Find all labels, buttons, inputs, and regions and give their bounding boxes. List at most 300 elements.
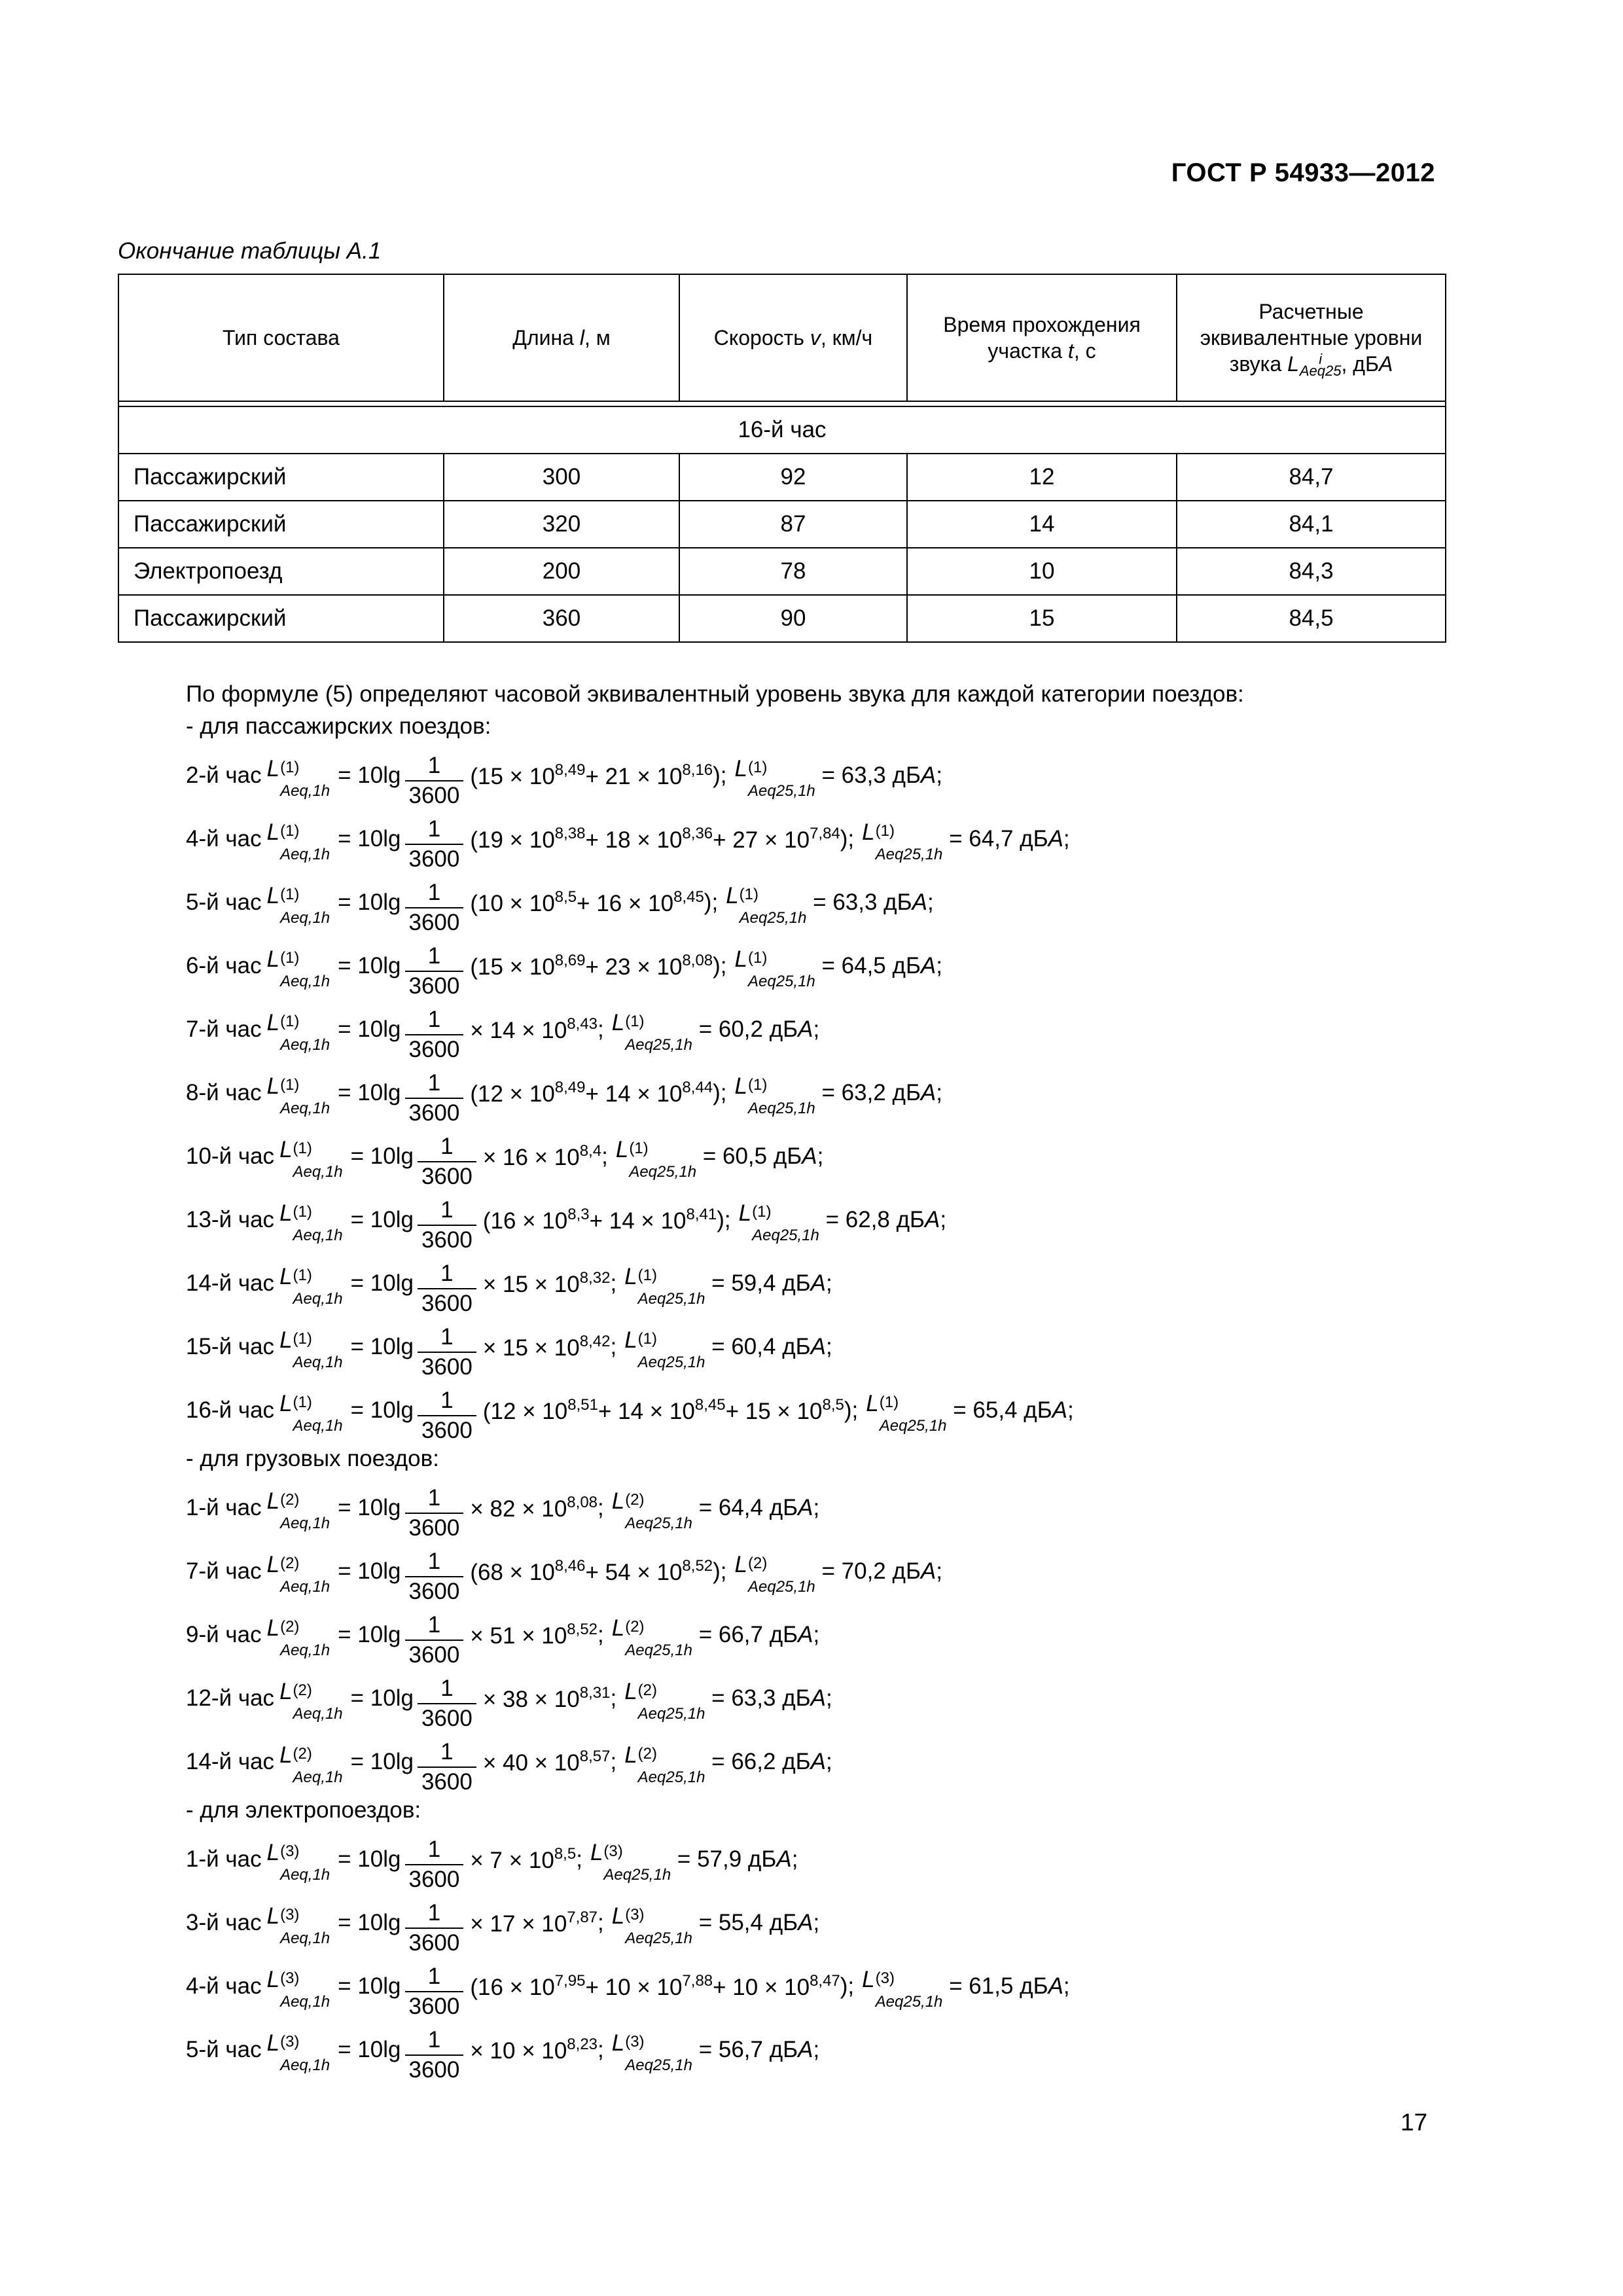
end-semicolon: ; xyxy=(927,889,934,915)
cell-time: 12 xyxy=(907,454,1177,501)
result-unit: дБ xyxy=(892,953,921,978)
result-unit: дБ xyxy=(892,1080,921,1105)
result-unit: дБ xyxy=(782,1334,811,1359)
equation-separator: ; xyxy=(610,1334,617,1359)
equation-hour: 5-й час xyxy=(186,889,262,915)
unit-space xyxy=(776,1750,782,1773)
equation-row xyxy=(186,997,1462,1061)
result-unit-var: А xyxy=(920,953,936,978)
equation-row xyxy=(186,1476,1462,1539)
result-unit: дБ xyxy=(782,1685,811,1711)
table-row xyxy=(118,454,1446,501)
level-symbol: L (2) Aeq,1h xyxy=(266,1615,330,1659)
result-symbol: L (3) Aeq25,1h xyxy=(590,1840,671,1884)
fraction: $\frac{1}{3600}$ xyxy=(418,1132,476,1191)
col-header-level: Расчетные эквивалентные уровни звука L i Aeq25 , дБА xyxy=(1177,274,1446,401)
result-value: 57,9 xyxy=(697,1846,742,1872)
term-1: × $16 \times 10^{8,4}$ xyxy=(482,1142,602,1170)
unit-space xyxy=(763,1018,770,1041)
equals-lg: = 10lg xyxy=(338,1016,401,1042)
term-1: ($12 \times 10^{8,49}$ xyxy=(470,1079,586,1107)
end-semicolon: ; xyxy=(813,1622,820,1647)
result-symbol: L (2) Aeq25,1h xyxy=(624,1679,705,1723)
result-equals: = xyxy=(815,953,842,978)
result-unit: дБ xyxy=(782,1270,811,1296)
result-unit: дБ xyxy=(769,1910,798,1935)
level-symbol: L (1) Aeq,1h xyxy=(279,1137,343,1181)
term-1: ($68 \times 10^{8,46}$ xyxy=(470,1557,586,1585)
result-symbol: L (1) Aeq25,1h xyxy=(611,1010,692,1054)
data-table xyxy=(118,274,1446,643)
formula-section xyxy=(186,679,1462,2081)
end-semicolon: ; xyxy=(825,1749,832,1774)
equation-row xyxy=(186,1539,1462,1603)
equation-row xyxy=(186,1315,1462,1378)
end-semicolon: ; xyxy=(1063,826,1070,852)
level-symbol: L (1) Aeq,1h xyxy=(266,756,330,800)
col-header-time: Время прохождения участка t, с xyxy=(907,274,1177,401)
result-symbol: L (1) Aeq25,1h xyxy=(624,1264,705,1308)
result-equals: = xyxy=(692,1495,719,1520)
equals-lg: = 10lg xyxy=(350,1334,414,1359)
term-1: × $82 \times 10^{8,08}$ xyxy=(470,1494,598,1522)
result-unit: дБ xyxy=(747,1846,777,1872)
equals-lg: = 10lg xyxy=(350,1749,414,1774)
result-unit-var: А xyxy=(776,1846,792,1872)
table-caption: Окончание таблицы А.1 xyxy=(118,238,382,264)
cell-level: 84,1 xyxy=(1177,501,1446,548)
equation-hour: 2-й час xyxy=(186,762,262,788)
equation-row xyxy=(186,1378,1462,1442)
result-symbol: L (2) Aeq25,1h xyxy=(734,1552,815,1596)
cell-length: 300 xyxy=(444,454,679,501)
result-value: 64,5 xyxy=(841,953,886,978)
result-symbol: L (3) Aeq25,1h xyxy=(611,2030,692,2074)
result-symbol: L (1) Aeq25,1h xyxy=(862,819,943,863)
result-value: 60,5 xyxy=(722,1143,768,1169)
fraction: $\frac{1}{3600}$ xyxy=(405,1547,464,1606)
unit-space xyxy=(1018,1399,1024,1422)
unit-space xyxy=(776,1272,782,1295)
end-semicolon: ; xyxy=(791,1846,798,1872)
result-value: 64,7 xyxy=(969,826,1014,852)
equation-hour: 13-й час xyxy=(186,1207,275,1232)
unit-space xyxy=(763,1911,770,1934)
end-semicolon: ; xyxy=(813,1910,820,1935)
fraction: $\frac{1}{3600}$ xyxy=(418,1259,476,1318)
fraction: $\frac{1}{3600}$ xyxy=(418,1323,476,1382)
equation-row xyxy=(186,744,1462,807)
result-symbol: L (1) Aeq25,1h xyxy=(738,1200,819,1244)
result-value: 66,7 xyxy=(718,1622,763,1647)
fraction: $\frac{1}{3600}$ xyxy=(405,1899,464,1958)
result-unit-var: А xyxy=(1048,1973,1063,1999)
equation-separator: ); xyxy=(704,889,719,915)
end-semicolon: ; xyxy=(936,762,943,788)
fraction: $\frac{1}{3600}$ xyxy=(418,1386,476,1445)
level-symbol: L (1) Aeq,1h xyxy=(266,1010,330,1054)
end-semicolon: ; xyxy=(813,1016,820,1042)
unit-space xyxy=(1013,1975,1020,1998)
result-value: 63,2 xyxy=(841,1080,886,1105)
fraction: $\frac{1}{3600}$ xyxy=(405,2026,464,2085)
result-symbol: L (1) Aeq25,1h xyxy=(734,946,815,990)
cell-type: Пассажирский xyxy=(118,595,444,642)
result-equals: = xyxy=(692,1622,719,1647)
equals-lg: = 10lg xyxy=(338,1495,401,1520)
end-semicolon: ; xyxy=(825,1685,832,1711)
cell-speed: 78 xyxy=(679,548,907,595)
term-2: + $14 \times 10^{8,44}$ xyxy=(585,1079,713,1107)
end-semicolon: ; xyxy=(825,1334,832,1359)
term-1: × $10 \times 10^{8,23}$ xyxy=(470,2036,598,2064)
equation-hour: 16-й час xyxy=(186,1397,275,1423)
term-1: ($15 \times 10^{8,49}$ xyxy=(470,761,586,789)
equation-separator: ; xyxy=(601,1143,608,1169)
term-1: ($16 \times 10^{8,3}$ xyxy=(482,1206,590,1234)
equals-lg: = 10lg xyxy=(350,1397,414,1423)
result-value: 55,4 xyxy=(718,1910,763,1935)
equals-lg: = 10lg xyxy=(338,1846,401,1872)
equation-hour: 9-й час xyxy=(186,1622,262,1647)
result-equals: = xyxy=(815,1558,842,1584)
result-unit-var: А xyxy=(798,1495,813,1520)
term-1: × $38 \times 10^{8,31}$ xyxy=(482,1684,611,1712)
term-2: + $16 \times 10^{8,45}$ xyxy=(577,888,704,916)
unit-space xyxy=(1013,827,1020,850)
equation-separator: ); xyxy=(713,953,727,978)
equals-lg: = 10lg xyxy=(350,1143,414,1169)
equation-row xyxy=(186,1827,1462,1891)
level-symbol: L (1) Aeq,1h xyxy=(279,1391,343,1435)
fraction: $\frac{1}{3600}$ xyxy=(405,1611,464,1670)
level-symbol: L (1) Aeq,1h xyxy=(279,1327,343,1371)
equals-lg: = 10lg xyxy=(338,953,401,978)
result-unit: дБ xyxy=(773,1143,802,1169)
result-equals: = xyxy=(671,1846,698,1872)
result-symbol: L (1) Aeq25,1h xyxy=(866,1391,947,1435)
result-unit: дБ xyxy=(769,2037,798,2062)
result-unit-var: А xyxy=(912,889,927,915)
unit-space xyxy=(767,1145,774,1168)
result-equals: = xyxy=(705,1334,732,1359)
level-symbol: L (3) Aeq,1h xyxy=(266,2030,330,2074)
cell-level: 84,7 xyxy=(1177,454,1446,501)
result-equals: = xyxy=(705,1685,732,1711)
result-value: 70,2 xyxy=(841,1558,886,1584)
equation-hour: 4-й час xyxy=(186,1973,262,1999)
fraction: $\frac{1}{3600}$ xyxy=(405,1835,464,1894)
term-2: + $14 \times 10^{8,41}$ xyxy=(589,1206,717,1234)
result-symbol: L (1) Aeq25,1h xyxy=(734,1073,815,1117)
unit-space xyxy=(776,1687,782,1710)
result-unit-var: А xyxy=(1048,826,1063,852)
result-unit: дБ xyxy=(1020,1973,1048,1999)
end-semicolon: ; xyxy=(813,1495,820,1520)
result-equals: = xyxy=(692,1016,719,1042)
fraction: $\frac{1}{3600}$ xyxy=(418,1674,476,1733)
result-unit: дБ xyxy=(892,1558,921,1584)
unit-space xyxy=(763,1623,770,1646)
result-equals: = xyxy=(696,1143,722,1169)
end-semicolon: ; xyxy=(936,953,943,978)
equation-row xyxy=(186,1603,1462,1666)
category-freight: - для грузовых поездов: xyxy=(186,1446,439,1471)
result-unit: дБ xyxy=(769,1016,798,1042)
equation-row xyxy=(186,807,1462,870)
result-value: 62,8 xyxy=(845,1207,890,1232)
term-1: ($10 \times 10^{8,5}$ xyxy=(470,888,577,916)
end-semicolon: ; xyxy=(813,2037,820,2062)
unit-space xyxy=(877,891,883,914)
result-equals: = xyxy=(942,826,969,852)
level-symbol: L (2) Aeq,1h xyxy=(279,1679,343,1723)
unit-space xyxy=(763,2038,770,2061)
fraction: $\frac{1}{3600}$ xyxy=(405,1069,464,1128)
equation-row xyxy=(186,1124,1462,1188)
equation-hour: 14-й час xyxy=(186,1749,275,1774)
cell-length: 360 xyxy=(444,595,679,642)
fraction: $\frac{1}{3600}$ xyxy=(418,1738,476,1797)
unit-space xyxy=(890,1208,897,1231)
fraction: $\frac{1}{3600}$ xyxy=(405,1484,464,1543)
result-value: 63,3 xyxy=(841,762,886,788)
level-symbol: L (2) Aeq,1h xyxy=(266,1552,330,1596)
result-value: 64,4 xyxy=(718,1495,763,1520)
cell-level: 84,3 xyxy=(1177,548,1446,595)
equation-row xyxy=(186,2018,1462,2081)
end-semicolon: ; xyxy=(936,1558,943,1584)
equation-hour: 3-й час xyxy=(186,1910,262,1935)
document-id: ГОСТ Р 54933—2012 xyxy=(1171,158,1435,187)
level-symbol: L (3) Aeq,1h xyxy=(266,1840,330,1884)
end-semicolon: ; xyxy=(1067,1397,1074,1423)
equation-hour: 4-й час xyxy=(186,826,262,852)
equation-separator: ; xyxy=(576,1846,582,1872)
term-1: ($12 \times 10^{8,51}$ xyxy=(482,1396,598,1424)
result-unit: дБ xyxy=(896,1207,925,1232)
result-unit: дБ xyxy=(883,889,912,915)
result-symbol: L (2) Aeq25,1h xyxy=(611,1488,692,1532)
equals-lg: = 10lg xyxy=(338,1910,401,1935)
result-equals: = xyxy=(705,1749,732,1774)
term-1: × $15 \times 10^{8,42}$ xyxy=(482,1333,611,1361)
equation-row xyxy=(186,1061,1462,1124)
result-unit-var: А xyxy=(802,1143,817,1169)
term-1: ($16 \times 10^{7,95}$ xyxy=(470,1972,586,2000)
equation-separator: ); xyxy=(713,762,727,788)
equation-separator: ; xyxy=(597,1495,604,1520)
unit-space xyxy=(763,1496,770,1519)
equation-row xyxy=(186,1891,1462,1954)
term-2: + $18 \times 10^{8,36}$ xyxy=(585,825,713,853)
level-symbol: L (1) Aeq,1h xyxy=(279,1264,343,1308)
result-symbol: L (2) Aeq25,1h xyxy=(611,1615,692,1659)
fraction: $\frac{1}{3600}$ xyxy=(405,942,464,1001)
equation-hour: 7-й час xyxy=(186,1558,262,1584)
result-unit-var: А xyxy=(925,1207,940,1232)
result-unit-var: А xyxy=(920,1558,936,1584)
equation-hour: 7-й час xyxy=(186,1016,262,1042)
table-row xyxy=(118,501,1446,548)
equation-separator: ; xyxy=(610,1749,617,1774)
result-unit-var: А xyxy=(810,1270,826,1296)
category-electric: - для электропоездов: xyxy=(186,1797,421,1823)
equation-hour: 1-й час xyxy=(186,1495,262,1520)
equation-row xyxy=(186,1730,1462,1793)
equation-hour: 14-й час xyxy=(186,1270,275,1296)
result-symbol: L (2) Aeq25,1h xyxy=(624,1742,705,1786)
result-value: 59,4 xyxy=(731,1270,776,1296)
col-header-length: Длина l, м xyxy=(444,274,679,401)
result-unit-var: А xyxy=(798,1016,813,1042)
term-1: × $51 \times 10^{8,52}$ xyxy=(470,1621,598,1649)
equation-separator: ); xyxy=(840,1973,855,1999)
table-hour-row xyxy=(118,406,1446,454)
equals-lg: = 10lg xyxy=(338,1558,401,1584)
unit-space xyxy=(741,1848,748,1871)
result-value: 63,3 xyxy=(832,889,878,915)
fraction: $\frac{1}{3600}$ xyxy=(405,1005,464,1064)
end-semicolon: ; xyxy=(825,1270,832,1296)
term-2: + $14 \times 10^{8,45}$ xyxy=(597,1396,726,1424)
cell-length: 320 xyxy=(444,501,679,548)
col-header-type: Тип состава xyxy=(118,274,444,401)
col-header-speed: Скорость v, км/ч xyxy=(679,274,907,401)
unit-space xyxy=(886,764,893,787)
result-value: 66,2 xyxy=(731,1749,776,1774)
result-unit: дБ xyxy=(769,1622,798,1647)
unit-space xyxy=(776,1335,782,1358)
equation-hour: 12-й час xyxy=(186,1685,275,1711)
term-2: + $21 \times 10^{8,16}$ xyxy=(585,761,713,789)
equation-separator: ; xyxy=(610,1270,617,1296)
result-unit: дБ xyxy=(1024,1397,1052,1423)
fraction: $\frac{1}{3600}$ xyxy=(405,878,464,937)
equation-hour: 1-й час xyxy=(186,1846,262,1872)
unit-space xyxy=(886,954,893,977)
table-spacer xyxy=(118,401,1446,406)
result-equals: = xyxy=(815,1080,842,1105)
equals-lg: = 10lg xyxy=(338,1080,401,1105)
result-value: 63,3 xyxy=(731,1685,776,1711)
cell-speed: 92 xyxy=(679,454,907,501)
result-symbol: L (3) Aeq25,1h xyxy=(611,1903,692,1947)
cell-type: Электропоезд xyxy=(118,548,444,595)
level-symbol: L (1) Aeq,1h xyxy=(279,1200,343,1244)
cell-time: 14 xyxy=(907,501,1177,548)
intro-text: По формуле (5) определяют часовой эквивалентный уровень звука для каждой категории поездов: xyxy=(186,681,1244,707)
result-unit-var: А xyxy=(798,2037,813,2062)
equation-hour: 5-й час xyxy=(186,2037,262,2062)
fraction: $\frac{1}{3600}$ xyxy=(418,1196,476,1255)
term-1: × $14 \times 10^{8,43}$ xyxy=(470,1015,598,1043)
result-unit: дБ xyxy=(1020,826,1048,852)
equation-row xyxy=(186,870,1462,934)
equation-row xyxy=(186,1666,1462,1730)
equation-separator: ; xyxy=(597,2037,604,2062)
equation-separator: ; xyxy=(597,1016,604,1042)
result-equals: = xyxy=(705,1270,732,1296)
fraction: $\frac{1}{3600}$ xyxy=(405,751,464,810)
level-symbol: L (3) Aeq,1h xyxy=(266,1967,330,2011)
equation-separator: ; xyxy=(597,1622,604,1647)
level-symbol: L (1) Aeq,1h xyxy=(266,883,330,927)
equals-lg: = 10lg xyxy=(350,1207,414,1232)
equation-row xyxy=(186,934,1462,997)
level-symbol: L (1) Aeq,1h xyxy=(266,1073,330,1117)
result-unit: дБ xyxy=(782,1749,811,1774)
unit-space xyxy=(886,1560,893,1583)
result-symbol: L (3) Aeq25,1h xyxy=(862,1967,943,2011)
equals-lg: = 10lg xyxy=(338,1622,401,1647)
equation-separator: ); xyxy=(844,1397,859,1423)
result-value: 61,5 xyxy=(969,1973,1014,1999)
result-equals: = xyxy=(819,1207,846,1232)
cell-type: Пассажирский xyxy=(118,454,444,501)
category-passenger: - для пассажирских поездов: xyxy=(186,713,491,739)
equals-lg: = 10lg xyxy=(338,2037,401,2062)
end-semicolon: ; xyxy=(940,1207,947,1232)
hour-label: 16-й час xyxy=(118,406,1446,454)
equals-lg: = 10lg xyxy=(350,1270,414,1296)
fraction: $\frac{1}{3600}$ xyxy=(405,1962,464,2021)
result-equals: = xyxy=(692,2037,719,2062)
equation-hour: 15-й час xyxy=(186,1334,275,1359)
equation-row xyxy=(186,1251,1462,1315)
term-1: × $40 \times 10^{8,57}$ xyxy=(482,1748,611,1776)
term-1: × $15 \times 10^{8,32}$ xyxy=(482,1269,611,1297)
result-unit-var: А xyxy=(798,1622,813,1647)
cell-type: Пассажирский xyxy=(118,501,444,548)
result-equals: = xyxy=(815,762,842,788)
result-value: 56,7 xyxy=(718,2037,763,2062)
level-symbol: L (2) Aeq,1h xyxy=(266,1488,330,1532)
term-1: ($15 \times 10^{8,69}$ xyxy=(470,952,586,980)
result-unit-var: А xyxy=(798,1910,813,1935)
equation-separator: ; xyxy=(597,1910,604,1935)
table-row xyxy=(118,595,1446,642)
equation-hour: 8-й час xyxy=(186,1080,262,1105)
table-header-row xyxy=(118,274,1446,401)
cell-time: 10 xyxy=(907,548,1177,595)
result-unit: дБ xyxy=(892,762,921,788)
cell-speed: 87 xyxy=(679,501,907,548)
equation-separator: ); xyxy=(717,1207,731,1232)
result-equals: = xyxy=(806,889,833,915)
result-value: 65,4 xyxy=(972,1397,1018,1423)
term-3: + $27 \times 10^{7,84}$ xyxy=(713,825,840,853)
equation-row xyxy=(186,1188,1462,1251)
result-symbol: L (1) Aeq25,1h xyxy=(734,756,815,800)
result-symbol: L (1) Aeq25,1h xyxy=(615,1137,697,1181)
term-1: ($19 \times 10^{8,38}$ xyxy=(470,825,586,853)
cell-level: 84,5 xyxy=(1177,595,1446,642)
table-row xyxy=(118,548,1446,595)
result-value: 60,4 xyxy=(731,1334,776,1359)
level-symbol: L (2) Aeq,1h xyxy=(279,1742,343,1786)
unit-space xyxy=(886,1081,893,1104)
equals-lg: = 10lg xyxy=(338,889,401,915)
term-2: + $54 \times 10^{8,52}$ xyxy=(585,1557,713,1585)
equation-row xyxy=(186,1954,1462,2018)
term-1: × $7 \times 10^{8,5}$ xyxy=(470,1845,577,1873)
term-1: × $17 \times 10^{7,87}$ xyxy=(470,1909,598,1937)
result-value: 60,2 xyxy=(718,1016,763,1042)
term-3: + $15 \times 10^{8,5}$ xyxy=(725,1396,844,1424)
result-symbol: L (1) Aeq25,1h xyxy=(624,1327,705,1371)
result-unit-var: А xyxy=(810,1749,826,1774)
